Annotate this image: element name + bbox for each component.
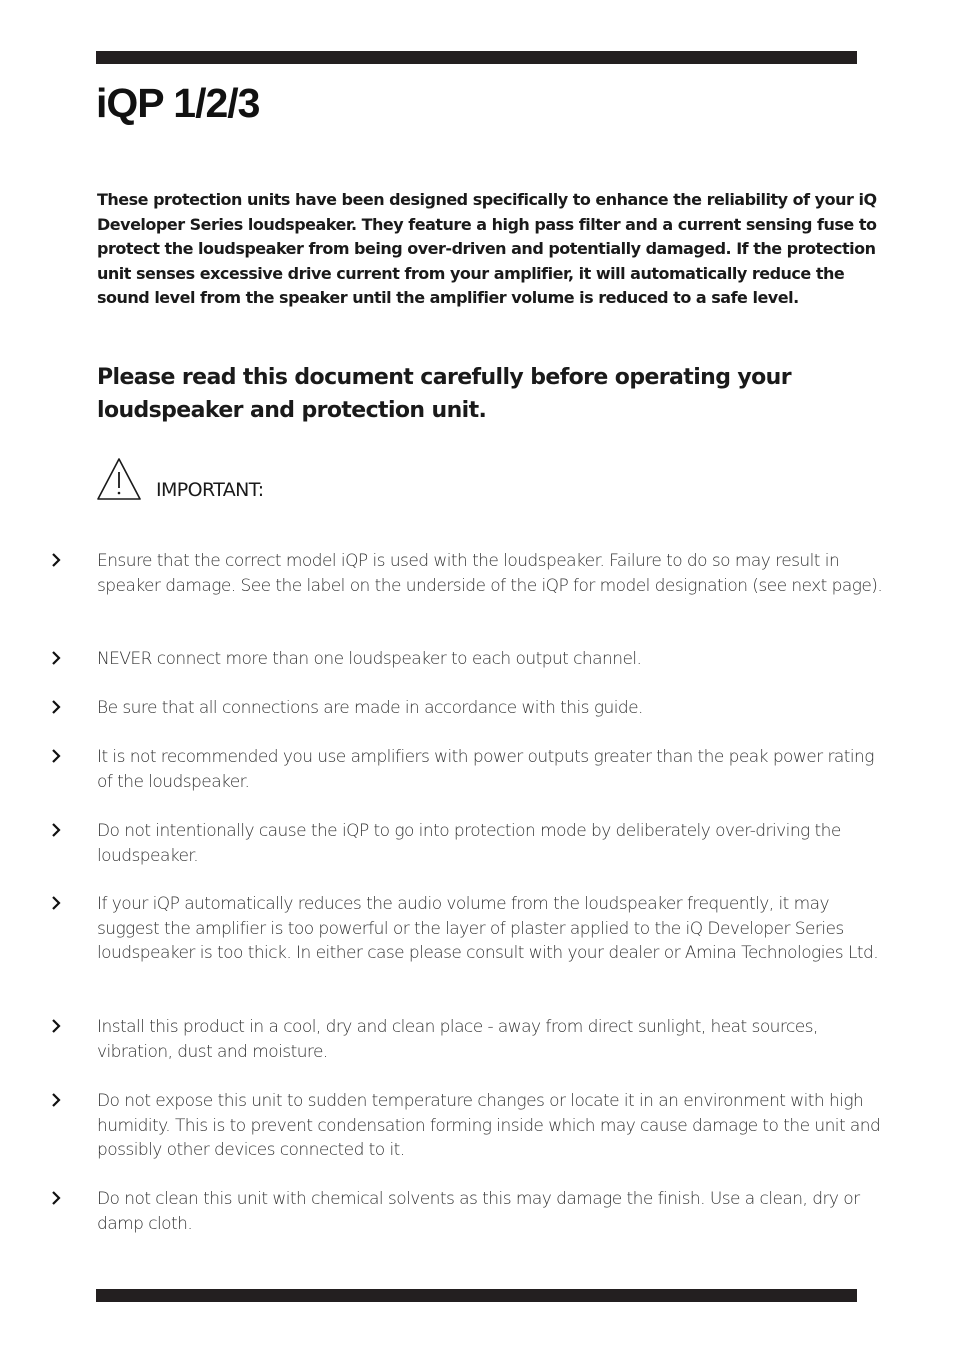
chevron-right-icon [50,747,62,765]
chevron-right-icon [50,698,62,716]
note-text: It is not recommended you use amplifiers with power outputs greater than the peak power rating of the loudspeaker. [97,747,874,792]
intro-paragraph: These protection units have been designed specifically to enhance the reliability of your iQ Developer Series loudspeaker. They feature a high pass filter and a current sensing fuse to protect the loudspeaker from being over-driven and potentially damaged. If the protection unit senses excessive drive current from your amplifier, it will automatically reduce the sound level from the speaker until the amplifier volume is reduced to a safe level. [97,190,877,308]
chevron-right-icon [50,1017,62,1035]
chevron-right-icon [50,551,62,569]
page-title: iQP 1/2/3 [96,80,260,126]
chevron-right-icon [50,1189,62,1207]
chevron-right-icon [50,821,62,839]
chevron-right-icon [50,1091,62,1109]
note-text: Do not intentionally cause the iQP to go into protection mode by deliberately over-driving the loudspeaker. [97,821,841,866]
note-text: Be sure that all connections are made in accordance with this guide. [97,698,643,718]
warning-triangle-icon [96,457,142,501]
note-text: Do not expose this unit to sudden temperature changes or locate it in an environment with high humidity. This is to prevent condensation forming inside which may cause damage to the unit and possibly other devices connected to it. [97,1091,881,1161]
note-text: If your iQP automatically reduces the audio volume from the loudspeaker frequently, it may suggest the amplifier is too powerful or the layer of plaster applied to the iQ Developer Series loudspeaker is too thick. In either case please consult with your dealer or Amina Technologies Ltd. [97,894,879,964]
top-rule [96,51,857,64]
chevron-right-icon [50,894,62,912]
important-heading [96,455,264,501]
chevron-right-icon [50,649,62,667]
important-label: IMPORTANT: [156,479,264,501]
note-text: Do not clean this unit with chemical solvents as this may damage the finish. Use a clean, dry or damp cloth. [97,1189,860,1234]
bottom-rule [96,1289,857,1302]
lead-notice: Please read this document carefully before operating your loudspeaker and protection unit. [97,365,791,423]
note-text: Ensure that the correct model iQP is used with the loudspeaker. Failure to do so may result in speaker damage. See the label on the underside of the iQP for model designation (see next page). [97,551,883,596]
note-text: Install this product in a cool, dry and clean place - away from direct sunlight, heat sources, vibration, dust and moisture. [97,1017,818,1062]
note-text: NEVER connect more than one loudspeaker to each output channel. [97,649,642,669]
